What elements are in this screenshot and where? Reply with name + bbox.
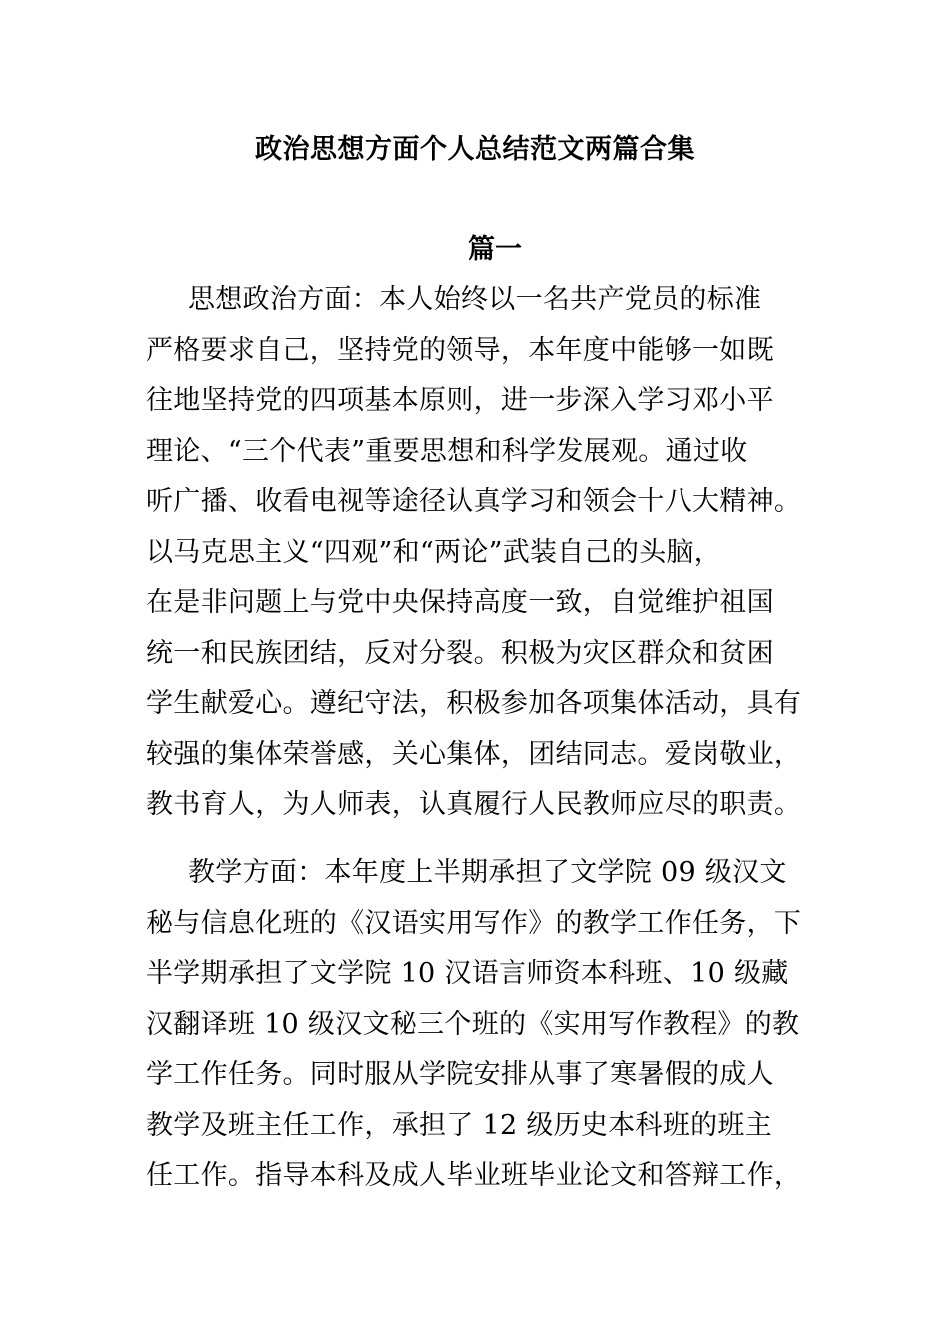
paragraph-line: 以马克思主义“四观”和“两论”武装自己的头脑， bbox=[146, 536, 722, 568]
section-heading: 篇一 bbox=[468, 234, 522, 265]
paragraph-teaching bbox=[146, 848, 826, 1202]
paragraph-line: 学工作任务。同时服从学院安排从事了寒暑假的成人 bbox=[146, 1059, 774, 1090]
paragraph-line: 教学方面：本年度上半期承担了文学院 09 级汉文 bbox=[188, 857, 787, 888]
paragraph-political-thought bbox=[146, 275, 826, 831]
paragraph-line: 教学及班主任工作，承担了 12 级历史本科班的班主 bbox=[146, 1109, 773, 1141]
paragraph-line: 秘与信息化班的《汉语实用写作》的教学工作任务，下 bbox=[146, 907, 802, 939]
paragraph-line: 较强的集体荣誉感，关心集体，团结同志。爱岗敬业， bbox=[146, 738, 802, 770]
paragraph-line: 思想政治方面：本人始终以一名共产党员的标准 bbox=[188, 284, 762, 315]
paragraph-line: 半学期承担了文学院 10 汉语言师资本科班、10 级藏 bbox=[146, 958, 789, 989]
paragraph-line: 学生献爱心。遵纪守法，积极参加各项集体活动，具有 bbox=[146, 688, 802, 719]
paragraph-line: 往地坚持党的四项基本原则，进一步深入学习邓小平 bbox=[146, 385, 774, 416]
paragraph-line: 理论、“三个代表”重要思想和科学发展观。通过收 bbox=[146, 435, 748, 467]
document-title: 政治思想方面个人总结范文两篇合集 bbox=[255, 134, 695, 165]
paragraph-line: 汉翻译班 10 级汉文秘三个班的《实用写作教程》的教 bbox=[146, 1008, 800, 1040]
paragraph-line: 教书育人，为人师表，认真履行人民教师应尽的职责。 bbox=[146, 789, 802, 820]
paragraph-line: 严格要求自己，坚持党的领导，本年度中能够一如既 bbox=[146, 334, 774, 366]
paragraph-line: 在是非问题上与党中央保持高度一致，自觉维护祖国 bbox=[146, 587, 774, 618]
paragraph-line: 任工作。指导本科及成人毕业班毕业论文和答辩工作， bbox=[146, 1160, 802, 1191]
paragraph-line: 统一和民族团结，反对分裂。积极为灾区群众和贫困 bbox=[146, 637, 774, 669]
paragraph-line: 听广播、收看电视等途径认真学习和领会十八大精神。 bbox=[146, 486, 802, 517]
